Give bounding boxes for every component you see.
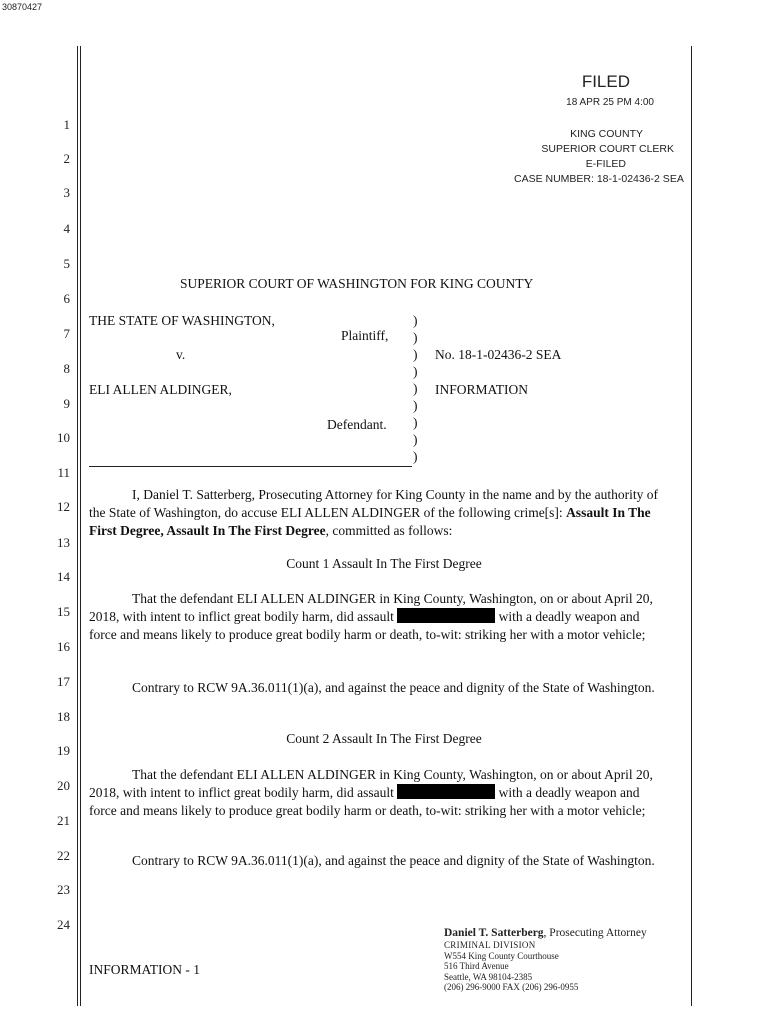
- line-number: 12: [57, 499, 70, 514]
- caption-underline: [89, 466, 412, 467]
- line-number: 8: [63, 361, 70, 376]
- defendant-label: Defendant.: [327, 417, 387, 432]
- line-number: 14: [57, 569, 70, 584]
- line-number: 19: [57, 743, 70, 758]
- right-margin-rule: [691, 46, 692, 1006]
- line-number: 16: [57, 639, 70, 654]
- count-contrary: Contrary to RCW 9A.36.011(1)(a), and against the peace and dignity of the State of Washington.: [132, 853, 655, 868]
- caption-bracket: ): [413, 432, 418, 447]
- count-heading: Count 1 Assault In The First Degree: [286, 556, 482, 571]
- address-line: 516 Third Avenue: [444, 961, 509, 971]
- caption-bracket: ): [413, 449, 418, 464]
- line-number: 9: [63, 396, 70, 411]
- stamp-county: KING COUNTY: [570, 128, 643, 140]
- prosecutor-title: , Prosecuting Attorney: [543, 927, 647, 939]
- count-body-text-end: with a deadly weapon and force and means likely to produce great bodily harm or death, to-wit: striking her with a motor vehicle;: [89, 609, 646, 642]
- caption-bracket: ): [413, 347, 418, 362]
- court-title: SUPERIOR COURT OF WASHINGTON FOR KING COUNTY: [180, 276, 534, 291]
- stamp-case-number: CASE NUMBER: 18-1-02436-2 SEA: [514, 173, 684, 185]
- filed-date: 18 APR 25 PM 4:00: [566, 97, 654, 108]
- prosecutor-name: Daniel T. Satterberg: [444, 927, 544, 939]
- line-number: 7: [63, 326, 70, 341]
- document-type: INFORMATION: [435, 382, 529, 397]
- charged-crimes: Assault In The First Degree, Assault In The First Degree: [89, 505, 651, 538]
- line-number: 2: [63, 151, 70, 166]
- count-body: [89, 590, 669, 644]
- caption-bracket: ): [413, 364, 418, 379]
- line-number: 18: [57, 709, 70, 724]
- caption-bracket: ): [413, 313, 418, 328]
- line-number: 6: [63, 291, 70, 306]
- line-number: 10: [57, 430, 70, 445]
- intro-text-end: , committed as follows:: [325, 523, 453, 538]
- caption-bracket: ): [413, 330, 418, 345]
- left-margin-rule: [77, 46, 78, 1006]
- line-number: 24: [57, 917, 70, 932]
- line-number: 17: [57, 674, 70, 689]
- defendant-party: ELI ALLEN ALDINGER,: [89, 382, 232, 397]
- redacted-victim-name: [397, 608, 495, 623]
- intro-text: I, Daniel T. Satterberg, Prosecuting Attorney for King County in the name and by the authority of the State of Washington, do accuse ELI ALLEN ALDINGER of the following crime[s]:: [89, 487, 659, 520]
- line-number: 1: [63, 117, 70, 132]
- count-contrary: Contrary to RCW 9A.36.011(1)(a), and against the peace and dignity of the State of Washington.: [132, 680, 655, 695]
- line-number: 4: [63, 221, 70, 236]
- case-number: No. 18-1-02436-2 SEA: [435, 347, 562, 362]
- line-number: 20: [57, 778, 70, 793]
- plaintiff-party: THE STATE OF WASHINGTON,: [89, 313, 275, 328]
- stamp-clerk: SUPERIOR COURT CLERK: [541, 143, 674, 155]
- caption-bracket: ): [413, 381, 418, 396]
- page-footer-label: INFORMATION - 1: [89, 962, 200, 977]
- stamp-efiled: E-FILED: [585, 158, 626, 167]
- versus-label: v.: [176, 347, 186, 362]
- line-number: 11: [57, 465, 70, 480]
- line-number: 23: [57, 882, 70, 897]
- left-margin-rule-double: [80, 46, 81, 1006]
- count-body-text: That the defendant ELI ALLEN ALDINGER in King County, Washington, on or about April 20, 2018, with intent to inflict great bodily harm, did assault: [89, 591, 653, 624]
- address-line: W554 King County Courthouse: [444, 950, 559, 961]
- redacted-victim-name: [397, 784, 495, 799]
- count-heading: Count 2 Assault In The First Degree: [286, 731, 482, 746]
- count-body-text-end: with a deadly weapon and force and means likely to produce great bodily harm or death, to-wit: striking her with a motor vehicle;: [89, 785, 646, 818]
- filed-label: FILED: [581, 72, 630, 91]
- phone-fax: (206) 296-9000 FAX (206) 296-0955: [444, 982, 579, 992]
- document-id: 30870427: [2, 2, 43, 12]
- count-body: [89, 766, 669, 820]
- intro-paragraph: [89, 486, 669, 540]
- address-line: Seattle, WA 98104-2385: [444, 971, 533, 982]
- line-number: 3: [63, 185, 70, 200]
- line-number: 13: [57, 535, 70, 550]
- caption-bracket: ): [413, 415, 418, 430]
- division: CRIMINAL DIVISION: [444, 940, 536, 950]
- line-number: 21: [57, 813, 70, 828]
- prosecutor-line: [444, 926, 647, 940]
- count-body-text: That the defendant ELI ALLEN ALDINGER in King County, Washington, on or about April 20, 2018, with intent to inflict great bodily harm, did assault: [89, 767, 653, 800]
- line-number: 22: [57, 848, 70, 863]
- plaintiff-label: Plaintiff,: [341, 328, 389, 343]
- line-number: 5: [63, 256, 70, 271]
- caption-bracket: ): [413, 398, 418, 413]
- line-number: 15: [57, 604, 70, 619]
- prosecutor-block: [444, 926, 647, 993]
